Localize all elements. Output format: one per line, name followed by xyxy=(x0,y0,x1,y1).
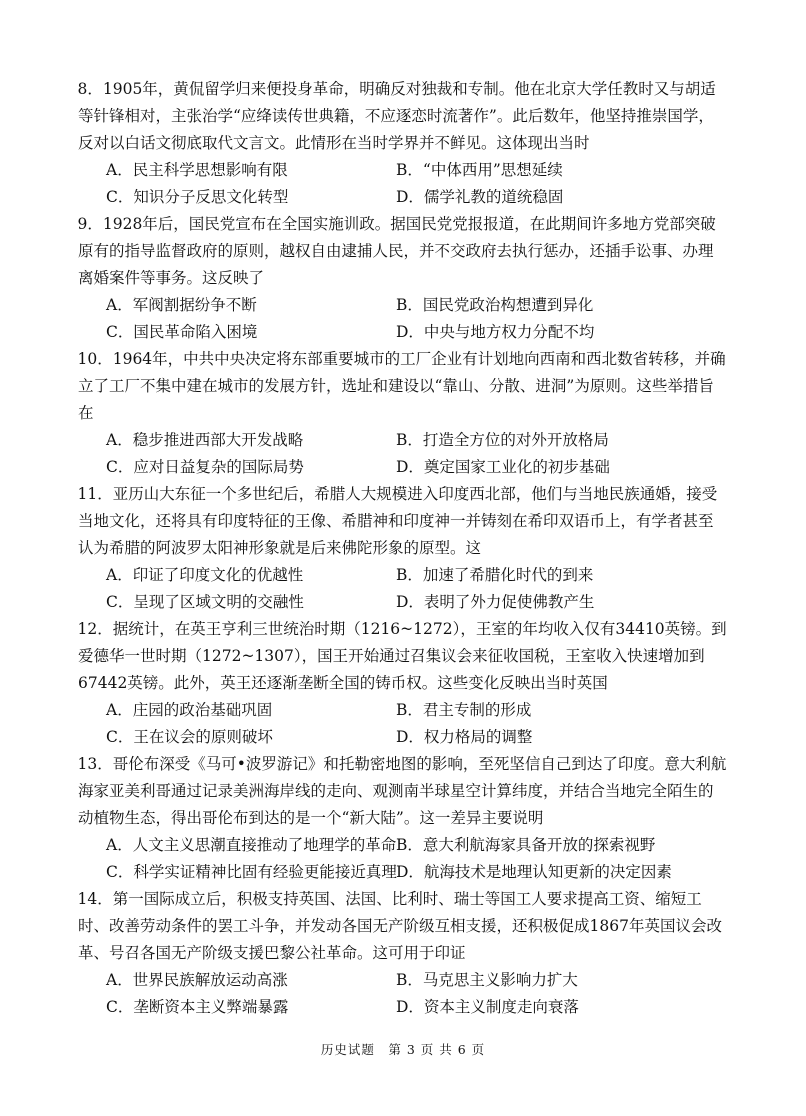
option-c: C．垄断资本主义弊端暴露 xyxy=(106,998,289,1016)
option-a: A．稳步推进西部大开发战略 xyxy=(106,431,304,449)
option-d: D．航海技术是地理认知更新的决定因素 xyxy=(396,863,672,881)
option-a: A．世界民族解放运动高涨 xyxy=(106,971,288,989)
page-footer: 历史试题 第 3 页 共 6 页 xyxy=(320,1042,486,1057)
option-a: A．军阀割据纷争不断 xyxy=(106,296,257,314)
option-d: D．儒学礼教的道统稳固 xyxy=(396,188,564,206)
question-14 xyxy=(78,886,728,1021)
question-8 xyxy=(78,76,728,211)
option-c: C．国民革命陷入困境 xyxy=(106,323,258,341)
question-10 xyxy=(78,346,728,481)
option-b: B．意大利航海家具备开放的探索视野 xyxy=(396,836,656,854)
options xyxy=(78,697,728,751)
option-b: B．加速了希腊化时代的到来 xyxy=(396,566,594,584)
option-a: A．民主科学思想影响有限 xyxy=(106,161,288,179)
question-stem: 11．亚历山大东征一个多世纪后，希腊人大规模进入印度西北部，他们与当地民族通婚，接受当地文化，还将具有印度特征的王像、希腊神和印度神一并铸刻在希印双语币上，有学者甚至认为希腊的阿波罗太阳神形象就是后来佛陀形象的原型。这 xyxy=(77,485,718,557)
question-stem: 13．哥伦布深受《马可•波罗游记》和托勒密地图的影响，至死坚信自己到达了印度。意大利航海家亚美利哥通过记录美洲海岸线的走向、观测南半球星空计算纬度，并结合当地完全陌生的动植物生态，得出哥伦布到达的是一个“新大陆”。这一差异主要说明 xyxy=(77,755,727,827)
options xyxy=(78,427,728,481)
question-stem: 12．据统计，在英王亨利三世统治时期（1216~1272），王室的年均收入仅有34410英镑。到爱德华一世时期（1272~1307），国王开始通过召集议会来征收国税，王室收入快速增加到67442英镑。此外，英王还逐渐垄断全国的铸币权。这些变化反映出当时英国 xyxy=(77,620,727,692)
options xyxy=(78,157,728,211)
option-c: C．知识分子反思文化转型 xyxy=(106,188,289,206)
option-d: D．权力格局的调整 xyxy=(396,728,533,746)
option-a: A．印证了印度文化的优越性 xyxy=(106,566,304,584)
option-d: D．资本主义制度走向衰落 xyxy=(396,998,579,1016)
option-d: D．奠定国家工业化的初步基础 xyxy=(396,458,610,476)
question-stem: 10．1964年，中共中央决定将东部重要城市的工厂企业有计划地向西南和西北数省转移，并确立了工厂不集中建在城市的发展方针，选址和建设以“靠山、分散、进洞”为原则。这些举措旨在 xyxy=(77,350,726,422)
question-11 xyxy=(78,481,728,616)
question-12 xyxy=(78,616,728,751)
question-stem: 9．1928年后，国民党宣布在全国实施训政。据国民党党报报道，在此期间许多地方党部突破原有的指导监督政府的原则，越权自由逮捕人民，并不交政府去执行惩办，还插手讼事、办理离婚案件等事务。这反映了 xyxy=(77,215,716,287)
question-stem: 14．第一国际成立后，积极支持英国、法国、比利时、瑞士等国工人要求提高工资、缩短工时、改善劳动条件的罢工斗争，并发动各国无产阶级互相支援，还积极促成1867年英国议会改革、号召各国无产阶级支援巴黎公社革命。这可用于印证 xyxy=(77,890,722,962)
options xyxy=(78,967,728,1021)
options xyxy=(78,832,728,886)
question-9 xyxy=(78,211,728,346)
option-c: C．王在议会的原则破坏 xyxy=(106,728,273,746)
option-d: D．表明了外力促使佛教产生 xyxy=(396,593,595,611)
question-stem: 8．1905年，黄侃留学归来便投身革命，明确反对独裁和专制。他在北京大学任教时又与胡适等针锋相对，主张治学“应绛读传世典籍，不应逐恋时流著作”。此后数年，他坚持推崇国学，反对以白话文彻底取代文言文。此情形在当时学界并不鲜见。这体现出当时 xyxy=(77,80,716,152)
options xyxy=(78,562,728,616)
option-c: C．呈现了区域文明的交融性 xyxy=(106,593,304,611)
options xyxy=(78,292,728,346)
option-b: B．君主专制的形成 xyxy=(396,701,532,719)
option-c: C．科学实证精神比固有经验更能接近真理 xyxy=(106,863,397,881)
option-a: A．庄园的政治基础巩固 xyxy=(106,701,273,719)
option-c: C．应对日益复杂的国际局势 xyxy=(106,458,304,476)
option-b: B．国民党政治构想遭到异化 xyxy=(396,296,594,314)
option-b: B．“中体西用”思想延续 xyxy=(396,161,563,179)
question-13 xyxy=(78,751,728,886)
option-d: D．中央与地方权力分配不均 xyxy=(396,323,595,341)
option-b: B．马克思主义影响力扩大 xyxy=(396,971,578,989)
option-a: A．人文主义思潮直接推动了地理学的革命 xyxy=(106,836,397,854)
option-b: B．打造全方位的对外开放格局 xyxy=(396,431,609,449)
